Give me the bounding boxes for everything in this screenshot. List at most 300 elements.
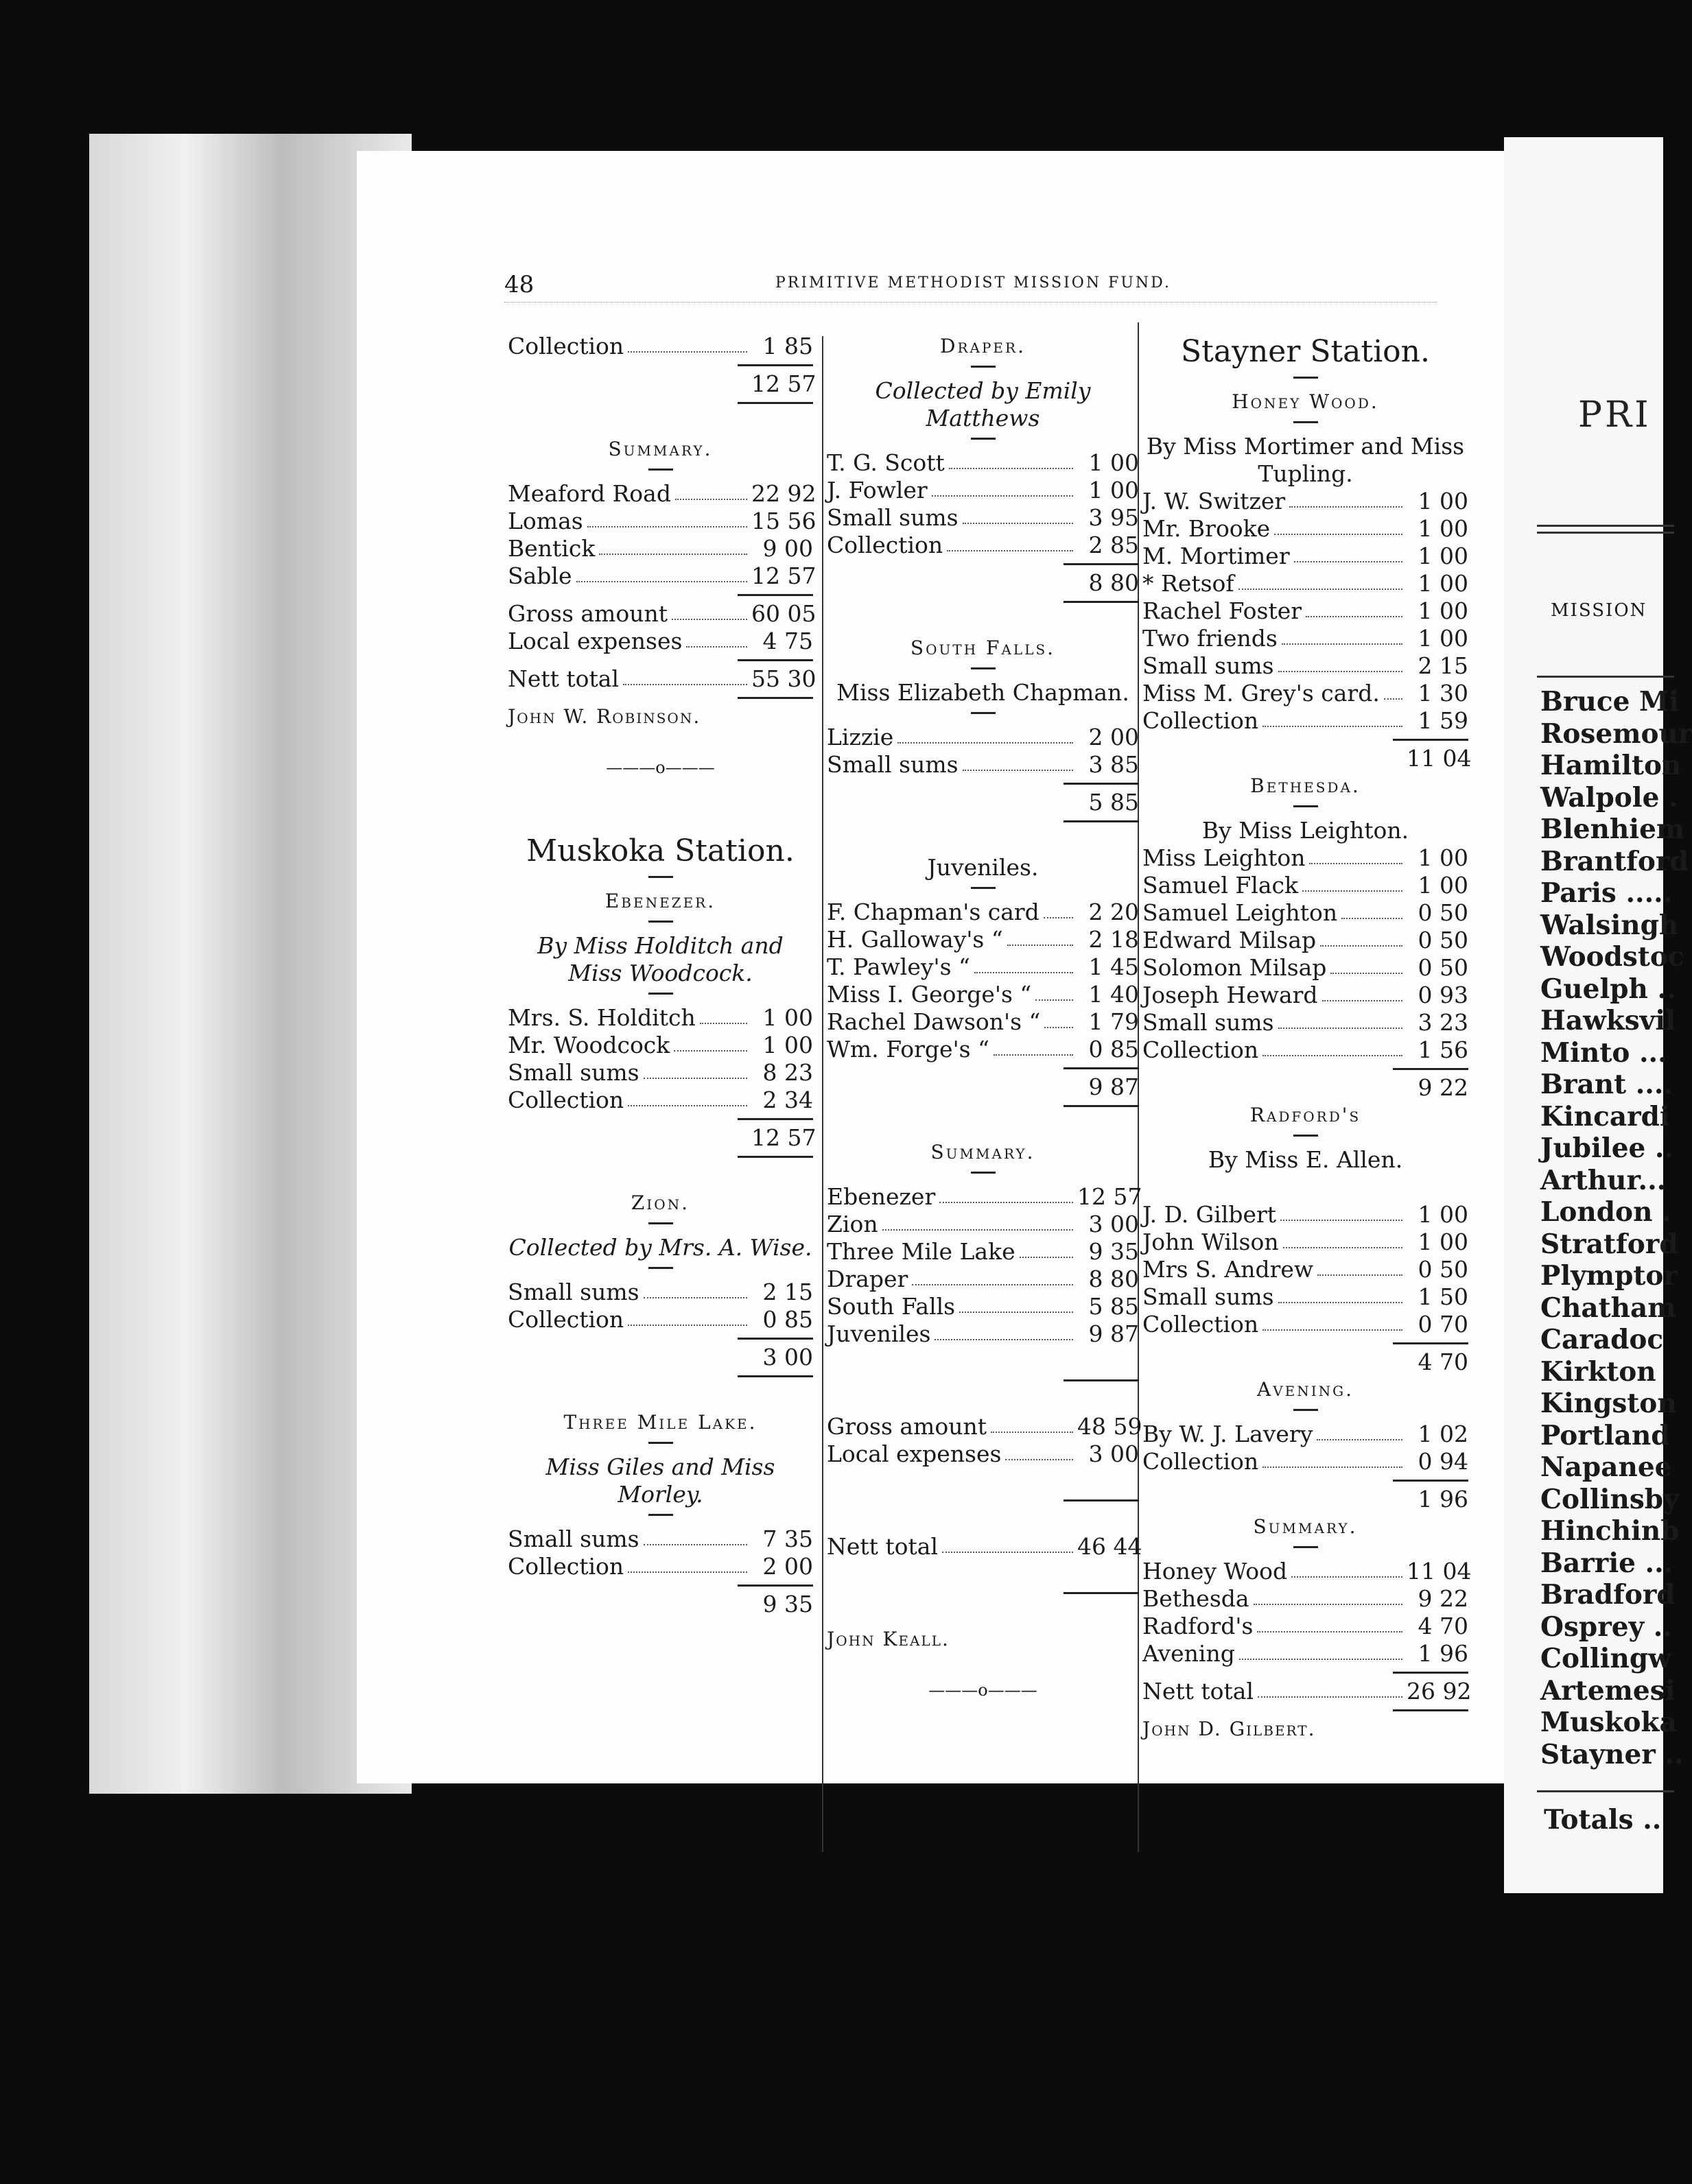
short-dash [1293,421,1318,423]
amount: 2 85 [1088,532,1139,558]
amount: 0 85 [1088,1036,1139,1063]
entry-label: Nett total [508,665,620,692]
entry-label: Collection [508,1553,624,1580]
entry-label: Bethesda [1142,1585,1249,1612]
column-divider [822,336,823,1852]
entry-label: Small sums [508,1059,639,1086]
entry-label: Mr. Woodcock [508,1032,670,1058]
entry-row [1142,1036,1468,1064]
amount: 9 00 [762,535,813,562]
entry-row [1142,1421,1468,1448]
amount: 1 50 [1418,1283,1468,1310]
right-page-list-item: Bradford [1540,1579,1676,1611]
amount: 0 50 [1418,954,1468,981]
entry-row [1142,927,1468,954]
entry-row [508,1279,813,1306]
dot-leader [1005,1440,1073,1460]
amount: 4 75 [762,628,813,654]
sum-rule [1064,1592,1139,1594]
right-page-rule [1537,532,1674,534]
entry-label: Gross amount [827,1413,987,1440]
amount: 46 44 [1077,1533,1142,1560]
entry-row [508,1306,813,1333]
amount: 1 45 [1088,953,1139,980]
right-page-list-item: Arthur... [1540,1164,1667,1196]
entry-row [827,504,1139,532]
entry-label: J. W. Switzer [1142,488,1286,514]
entry-row [827,724,1139,751]
amount: 0 50 [1418,927,1468,953]
entry-row [508,1087,813,1114]
right-page-list-item: Brantford [1540,845,1689,877]
spacer [827,789,1077,816]
dot-leader [1280,1201,1402,1221]
section-heading: Ebenezer. [604,890,716,912]
amount: 48 59 [1077,1413,1142,1440]
amount: 3 23 [1418,1009,1468,1036]
sum-rule [1393,1480,1468,1482]
entry-row [827,953,1139,981]
entry-label: * Retsof [1142,570,1234,597]
dot-leader [994,1036,1073,1056]
dot-leader [1309,844,1402,864]
sum-rule [1064,1379,1139,1381]
right-page-list-item: Caradoc [1540,1324,1664,1355]
dot-leader [1282,625,1402,645]
collector-line: By Miss Holditch and Miss Woodcock. [537,932,784,986]
dot-leader [1317,1256,1402,1276]
sum-rule [1393,1672,1468,1674]
short-dash [648,1222,673,1224]
right-page-list-item: Napanee [1540,1451,1672,1483]
amount: 2 00 [762,1553,813,1580]
right-page-list-item: Guelph .. [1540,973,1676,1005]
entry-row [827,1320,1139,1348]
signature: John D. Gilbert. [1142,1718,1316,1740]
entry-row [1142,1074,1468,1102]
sum-rule [1064,1499,1139,1502]
entry-row [1142,680,1468,707]
collector-line: Collected by Emily Matthews [875,377,1091,431]
station-title: Stayner Station. [1181,334,1430,369]
spacer [827,1073,1077,1101]
amount: 1 00 [1418,625,1468,652]
spacer [508,1124,751,1152]
spacer [508,1344,751,1371]
collector-line: Collected by Mrs. A. Wise. [508,1234,812,1261]
short-dash [648,1267,673,1269]
section-heading: Summary. [608,438,713,460]
dot-leader [700,1004,747,1024]
entry-label: Collection [508,1306,624,1333]
collector-line: By Miss Leighton. [1201,817,1409,844]
short-dash [1293,1546,1318,1548]
entry-row [508,333,813,360]
entry-row [1142,707,1468,735]
short-dash [1293,377,1318,379]
entry-label: Joseph Heward [1142,982,1318,1008]
entry-row [508,1032,813,1059]
entry-label: Ebenezer [827,1183,936,1210]
column-1 [508,333,816,1618]
amount: 12 57 [751,562,816,589]
entry-row [827,1036,1139,1063]
entry-row [1142,1283,1468,1311]
entry-row [827,477,1139,504]
entry-row [827,1293,1139,1320]
sum-rule [738,1156,813,1158]
right-page-rule [1537,1790,1674,1792]
entry-row [1142,899,1468,927]
entry-label: Collection [508,333,624,359]
entry-label: T. Pawley's “ [827,953,970,980]
amount: 60 05 [751,600,816,627]
dot-leader [674,1032,747,1052]
entry-label: Miss M. Grey's card. [1142,680,1380,707]
dot-leader [1294,543,1402,562]
amount: 1 00 [1418,543,1468,569]
dot-leader [675,480,747,500]
short-dash [648,468,673,471]
entry-row [508,1526,813,1553]
amount: 11 04 [1407,1558,1472,1584]
dot-leader [1306,597,1402,617]
entry-row [1142,872,1468,899]
entry-label: Mr. Brooke [1142,515,1271,542]
collector-line: By Miss Mortimer and Miss Tupling. [1146,433,1465,487]
entry-label: Collection [1142,1036,1259,1063]
right-page-list-item: Woodstoc [1540,941,1684,973]
entry-row [508,1591,813,1618]
amount: 1 56 [1418,1036,1468,1063]
short-dash [648,876,673,878]
entry-row [1142,745,1472,772]
entry-label: Nett total [827,1533,939,1560]
sum-rule [1064,783,1139,785]
amount: 1 00 [762,1032,813,1058]
dot-leader [628,333,747,353]
sum-rule [1393,1709,1468,1711]
entry-label: By W. J. Lavery [1142,1421,1313,1447]
dot-leader [1258,1678,1402,1698]
entry-label: Collection [1142,1448,1259,1475]
spacer [508,1591,751,1618]
right-page-list-item: Stratford [1540,1228,1678,1260]
subtotal: 9 87 [1088,1073,1139,1100]
column-3 [1142,333,1472,1743]
dot-leader [882,1211,1073,1231]
entry-row [1142,1311,1468,1338]
sum-rule [738,402,813,404]
entry-label: Rachel Foster [1142,597,1302,624]
entry-row [1142,1613,1468,1640]
amount: 8 23 [762,1059,813,1086]
right-page-list-item: Kirkton [1540,1355,1656,1388]
entry-row [508,1004,813,1032]
dot-leader [1330,954,1402,974]
right-page-list-item: Portland [1540,1419,1670,1451]
amount: 1 00 [1418,1228,1468,1255]
short-dash [648,921,673,923]
right-page-list-item: Artemesi [1540,1674,1676,1707]
amount: 2 34 [762,1087,813,1113]
sum-rule [738,1375,813,1377]
dot-leader [644,1059,747,1079]
entry-row [1142,488,1468,515]
amount: 15 56 [751,508,816,534]
entry-row [508,1124,816,1152]
amount: 1 00 [1418,1201,1468,1228]
dot-leader [1262,1036,1402,1056]
amount: 0 85 [762,1306,813,1333]
entry-label: T. G. Scott [827,449,945,476]
dot-leader [672,600,747,620]
entry-row [1142,652,1468,680]
amount: 3 00 [1088,1440,1139,1467]
amount: 0 93 [1418,982,1468,1008]
entry-row [1142,1228,1468,1256]
entry-label: Meaford Road [508,480,671,507]
short-dash [971,438,996,440]
spacer [1142,745,1407,772]
section-heading: Summary. [930,1141,1035,1163]
right-page-rule [1537,525,1674,527]
entry-label: Draper [827,1266,908,1292]
entry-label: Small sums [508,1279,639,1305]
amount: 0 94 [1418,1448,1468,1475]
right-page-list-item: Paris ..... [1540,877,1673,909]
amount: 2 15 [762,1279,813,1305]
sum-rule [738,364,813,366]
running-title: PRIMITIVE METHODIST MISSION FUND. [775,274,1171,292]
section-heading: South Falls. [910,637,1056,659]
entry-label: Mrs S. Andrew [1142,1256,1314,1283]
signature: John W. Robinson. [508,705,701,728]
dot-leader [1274,515,1402,535]
collector-line: Miss Giles and Miss Morley. [545,1453,775,1508]
entry-row [827,926,1139,953]
right-page-list-item: Plymptor [1540,1260,1678,1292]
right-page-list-item: Osprey .. [1540,1611,1672,1643]
subtotal: 9 35 [762,1591,813,1617]
entry-row [827,1073,1139,1101]
entry-label: Collection [827,532,943,558]
dot-leader [1044,1008,1073,1028]
right-page-list-item: Walpole . [1540,781,1678,814]
right-page-rule [1537,676,1674,678]
dot-leader [1322,982,1402,1001]
subtotal: 12 57 [751,1124,816,1151]
dot-leader [1262,707,1402,727]
amount: 0 50 [1418,899,1468,926]
dot-leader [963,504,1073,524]
entry-row [1142,1486,1468,1513]
dot-leader [587,508,747,527]
entry-label: Two friends [1142,625,1278,652]
sum-rule [738,594,813,596]
entry-row [508,370,816,398]
spacer [508,370,751,398]
short-dash [648,1442,673,1444]
dot-leader [1257,1613,1402,1633]
entry-row [508,508,816,535]
collector-line: Miss Elizabeth Chapman. [836,679,1129,706]
dot-leader [1289,488,1402,508]
entry-row [1142,982,1468,1009]
sum-rule [1064,820,1139,822]
dot-leader [1238,570,1402,590]
entry-row [827,449,1139,477]
short-dash [1293,805,1318,807]
dot-leader [1020,1238,1073,1258]
sum-rule [738,1118,813,1120]
entry-row [1142,597,1468,625]
dot-leader [1007,926,1073,946]
amount: 1 00 [1418,515,1468,542]
entry-label: F. Chapman's card [827,899,1039,925]
entry-label: Mrs. S. Holditch [508,1004,696,1031]
entry-row [508,562,816,590]
entry-row [827,1266,1139,1293]
right-page-list-item: Kincardi [1540,1100,1670,1132]
dot-leader [912,1266,1073,1285]
amount: 8 80 [1088,1266,1139,1292]
subtotal: 11 04 [1407,745,1472,772]
short-dash [648,1514,673,1516]
dot-leader [1384,680,1402,700]
right-page-title: PRI [1578,394,1652,436]
amount: 1 00 [762,1004,813,1031]
entry-label: South Falls [827,1293,956,1320]
entry-label: Bentick [508,535,596,562]
amount: 12 57 [1077,1183,1142,1210]
dot-leader [628,1087,747,1106]
entry-label: Small sums [1142,1009,1274,1036]
amount: 1 30 [1418,680,1468,707]
right-page-list-item: Collingw [1540,1643,1671,1674]
entry-label: J. Fowler [827,477,928,503]
right-page-column-head: MISSION [1551,600,1647,621]
amount: 2 15 [1418,652,1468,679]
short-dash [971,1172,996,1174]
amount: 1 00 [1088,449,1139,476]
entry-row [1142,1640,1468,1667]
sum-rule [1064,601,1139,603]
entry-row [827,1238,1139,1266]
entry-label: Wm. Forge's “ [827,1036,989,1063]
amount: 55 30 [751,665,816,692]
amount: 1 02 [1418,1421,1468,1447]
amount: 3 00 [1088,1211,1139,1237]
dot-leader [963,751,1073,771]
sum-rule [738,659,813,661]
amount: 5 85 [1088,1293,1139,1320]
dot-leader [1262,1311,1402,1331]
dot-leader [1302,872,1402,892]
short-dash [971,366,996,368]
entry-label: Local expenses [508,628,683,654]
subtotal: 12 57 [751,370,816,397]
entry-row [1142,1448,1468,1475]
section-heading: Draper. [940,335,1026,357]
dot-leader [623,665,747,685]
entry-row [508,628,813,655]
dot-leader [1035,981,1073,1001]
right-page-list-item: Muskoka [1540,1707,1677,1738]
section-heading: Three Mile Lake. [563,1411,757,1434]
section-heading: Bethesda. [1250,774,1361,797]
entry-label: Nett total [1142,1678,1254,1705]
entry-label: Small sums [1142,1283,1274,1310]
amount: 7 35 [762,1526,813,1552]
right-page-list-item: Barrie ... [1540,1547,1673,1579]
dot-leader [1291,1558,1402,1578]
short-dash [1293,1409,1318,1411]
entry-label: Three Mile Lake [827,1238,1015,1265]
amount: 9 22 [1418,1585,1468,1612]
section-heading: Radford's [1249,1104,1361,1126]
sum-rule [738,1584,813,1587]
nett-total-row [827,1533,1142,1560]
amount: 2 20 [1088,899,1139,925]
amount: 1 00 [1088,477,1139,503]
dot-leader [1341,899,1402,919]
dot-leader [1283,1228,1402,1248]
amount: 2 18 [1088,926,1139,953]
page-number: 48 [504,271,534,298]
section-heading: Zion. [631,1191,690,1214]
right-page-list-item: Walsingh [1540,909,1679,941]
amount: 22 92 [751,480,816,507]
subtotal: 8 80 [1088,569,1139,596]
entry-label: Small sums [508,1526,639,1552]
dot-leader [644,1526,747,1545]
right-page-list-item: Bruce Mi [1540,686,1679,717]
right-page-list-item: Rosemour [1540,717,1692,750]
entry-label: M. Mortimer [1142,543,1290,569]
column-2 [827,333,1142,1700]
right-page-list-item: Hinchinb [1540,1515,1680,1547]
dot-leader [1254,1585,1402,1605]
amount: 1 59 [1418,707,1468,734]
entry-label: John Wilson [1142,1228,1279,1255]
amount: 1 00 [1418,570,1468,597]
nett-total-row [508,665,816,693]
sum-rule [738,1338,813,1340]
amount: 26 92 [1407,1678,1472,1705]
entry-label: Samuel Leighton [1142,899,1338,926]
entry-row [827,1211,1139,1238]
spacer [827,569,1077,597]
entry-label: Miss Leighton [1142,844,1306,871]
entry-row [827,1440,1139,1468]
short-dash [971,712,996,714]
entry-row [827,1008,1139,1036]
amount: 0 70 [1418,1311,1468,1338]
entry-row [827,751,1139,779]
entry-label: Avening [1142,1640,1235,1667]
entry-label: Juveniles [827,1320,931,1347]
right-page-list-item: Hamilton [1540,750,1682,781]
entry-label: Collection [1142,1311,1259,1338]
short-dash [971,887,996,889]
entry-row [827,1183,1142,1211]
entry-label: Collection [508,1087,624,1113]
spacer [1142,1486,1407,1513]
entry-row [508,1553,813,1580]
subtotal: 9 22 [1418,1074,1468,1101]
dot-leader [947,532,1073,551]
